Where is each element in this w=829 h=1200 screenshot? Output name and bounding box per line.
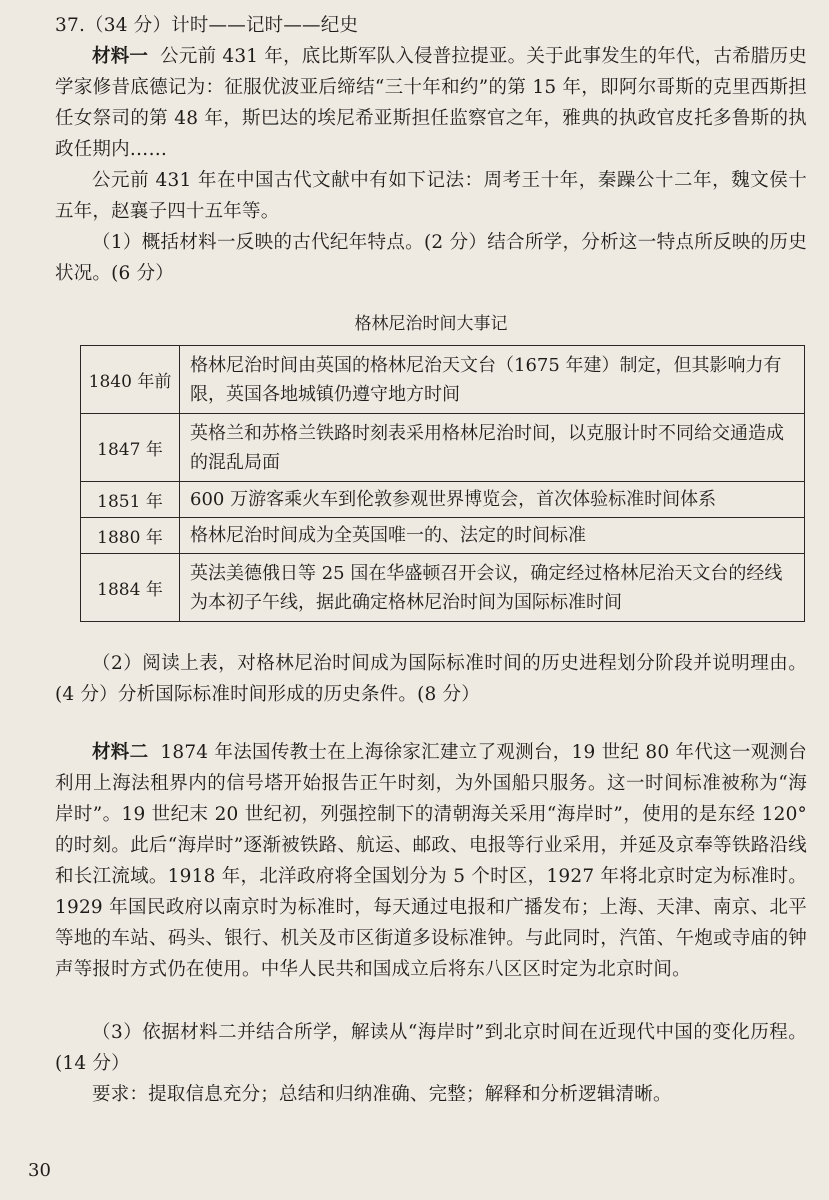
material-2-label: 材料二	[92, 742, 149, 763]
question-theme: 计时——记时——纪史	[171, 15, 359, 36]
row-event: 600 万游客乘火车到伦敦参观世界博览会，首次体验标准时间体系	[180, 482, 805, 518]
table-row	[81, 414, 805, 482]
material-1-label: 材料一	[92, 46, 149, 67]
row-year: 1847 年	[81, 414, 180, 482]
row-year: 1880 年	[81, 518, 180, 554]
question-score: （34 分）	[85, 15, 172, 36]
table-row	[81, 554, 805, 622]
row-event: 格林尼治时间成为全英国唯一的、法定的时间标准	[180, 518, 805, 554]
row-event: 英格兰和苏格兰铁路时刻表采用格林尼治时间，以克服计时不同给交通造成的混乱局面	[180, 414, 805, 482]
material-2-paragraph	[55, 737, 807, 985]
question-2: （2）阅读上表，对格林尼治时间成为国际标准时间的历史进程划分阶段并说明理由。(4 分）分析国际标准时间形成的历史条件。(8 分）	[55, 653, 807, 705]
question-3: （3）依据材料二并结合所学，解读从“海岸时”到北京时间在近现代中国的变化历程。(14 分）	[55, 1022, 807, 1074]
question-number: 37.	[55, 15, 86, 36]
answer-requirement: 要求：提取信息充分；总结和归纳准确、完整；解释和分析逻辑清晰。	[92, 1084, 672, 1105]
page-number: 30	[28, 1160, 51, 1181]
question-1: （1）概括材料一反映的古代纪年特点。(2 分）结合所学，分析这一特点所反映的历史状况。(6 分）	[55, 232, 807, 284]
table-row	[81, 482, 805, 518]
material-1-text: 公元前 431 年，底比斯军队入侵普拉提亚。关于此事发生的年代，古希腊历史学家修昔底德记为：征服优波亚后缔结“三十年和约”的第 15 年，即阿尔哥斯的克里西斯担任女祭司的第 48 年，斯巴达的埃尼希亚斯担任监察官之年，雅典的执政官皮托多鲁斯的执政任期内……	[55, 46, 807, 160]
row-event: 格林尼治时间由英国的格林尼治天文台（1675 年建）制定，但其影响力有限，英国各地城镇仍遵守地方时间	[180, 346, 805, 414]
material-1-chinese-dating: 公元前 431 年在中国古代文献中有如下记法：周考王十年，秦躁公十二年，魏文侯十五年，赵襄子四十五年等。	[55, 170, 807, 222]
row-event: 英法美德俄日等 25 国在华盛顿召开会议，确定经过格林尼治天文台的经线为本初子午线，据此确定格林尼治时间为国际标准时间	[180, 554, 805, 622]
question-37-header	[55, 10, 807, 41]
row-year: 1851 年	[81, 482, 180, 518]
table-row	[81, 518, 805, 554]
table-row	[81, 346, 805, 414]
row-year: 1884 年	[81, 554, 180, 622]
material-1-paragraph	[55, 41, 807, 165]
material-2-text: 1874 年法国传教士在上海徐家汇建立了观测台，19 世纪 80 年代这一观测台利用上海法租界内的信号塔开始报告正午时刻，为外国船只服务。这一时间标准被称为“海岸时”。19 世纪末 20 世纪初，列强控制下的清朝海关采用“海岸时”，使用的是东经 120° 的时刻。此后“海岸时”逐渐被铁路、航运、邮政、电报等行业采用，并延及京奉等铁路沿线和长江流域。1918 年，北洋政府将全国划分为 5 个时区，1927 年将北京时定为标准时。1929 年国民政府以南京时为标准时，每天通过电报和广播发布；上海、天津、南京、北平等地的车站、码头、银行、机关及市区街道多设标准钟。与此同时，汽笛、午炮或寺庙的钟声等报时方式仍在使用。中华人民共和国成立后将东八区区时定为北京时间。	[55, 742, 807, 980]
table-title: 格林尼治时间大事记	[354, 314, 508, 334]
greenwich-events-table	[80, 345, 805, 622]
row-year: 1840 年前	[81, 346, 180, 414]
